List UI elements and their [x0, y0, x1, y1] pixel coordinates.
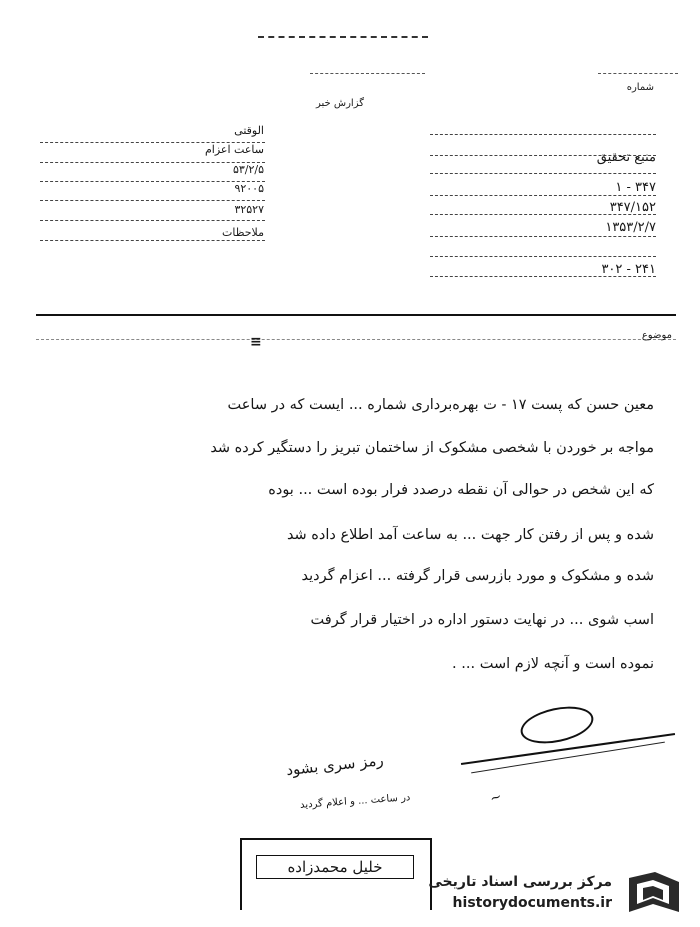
- left-field: الوقتی: [234, 124, 264, 137]
- left-field: ۳۲۵۲۷: [234, 203, 264, 216]
- field-line: [430, 214, 656, 215]
- field-report-number: ۳۴۷/۱۵۲: [609, 200, 656, 215]
- body-line: شده و پس از رفتن کار جهت ... به ساعت آمد اطلاع داده شد: [286, 527, 654, 543]
- field-line: [430, 134, 656, 135]
- field-line: [40, 200, 265, 201]
- header-dash-right: [598, 73, 678, 74]
- subject-line: [36, 339, 676, 340]
- body-line: مواجه بر خوردن با شخصی مشکوک از ساختمان تبریز را دستگیر کرده شد: [210, 440, 654, 456]
- body-line: شده و مشکوک و مورد بازرسی قرار گرفته ... اعزام گردید: [301, 568, 654, 584]
- header-number-label: شماره: [626, 82, 654, 93]
- signature-note: در ساعت ... و اعلام گردید: [299, 792, 411, 811]
- header-dash-left: [310, 73, 425, 74]
- section-mark: ≡: [250, 334, 262, 350]
- field-line: [430, 276, 656, 277]
- signature-scribble: [517, 701, 596, 750]
- body-line: اسب شوی ... در نهایت دستور اداره در اختیار قرار گرفت: [310, 612, 654, 628]
- watermark-en: historydocuments.ir: [452, 895, 612, 911]
- field-line: [40, 181, 265, 182]
- signature-text: رمز سری بشود: [285, 750, 385, 780]
- subject-label: موضوع: [641, 330, 672, 341]
- left-field: ۹۲۰۰۵: [234, 182, 264, 195]
- field-report-date: ۱۳۵۳/۲/۷: [605, 220, 656, 235]
- field-line: [40, 142, 265, 143]
- field-code: ۳۰۲ - ۲۴۱: [601, 262, 656, 277]
- field-line: [430, 256, 656, 257]
- field-line: [430, 195, 656, 196]
- left-field: ۵۳/۲/۵: [232, 163, 264, 176]
- body-line: نموده است و آنچه لازم است ... .: [452, 656, 654, 672]
- header-divider: [36, 314, 676, 316]
- body-line: معین حسن که پست ۱۷ - ت بهره‌برداری شماره ... ایست که در ساعت: [227, 397, 654, 413]
- field-line: [40, 240, 265, 241]
- archive-logo-icon: [625, 868, 683, 918]
- body-line: که این شخص در حوالی آن نقطه درصدد فرار بوده است ... بوده: [268, 482, 654, 498]
- watermark-fa: مرکز بررسی اسناد تاریخی: [428, 874, 612, 890]
- field-line: [430, 236, 656, 237]
- left-field: ساعت اعزام: [205, 143, 264, 156]
- field-line: [40, 220, 265, 221]
- left-field-notes: ملاحظات: [222, 226, 264, 239]
- signature-initials: ~: [487, 788, 505, 808]
- field-line: [40, 162, 265, 163]
- form-title: گزارش خبر: [316, 98, 364, 109]
- header-dash-top: [258, 36, 428, 38]
- field-line: [430, 173, 656, 174]
- stamp-name: خلیل محمدزاده: [256, 855, 414, 879]
- field-source: منبع تحقیق: [596, 150, 656, 165]
- field-value: ۱ - ۳۴۷: [615, 180, 656, 195]
